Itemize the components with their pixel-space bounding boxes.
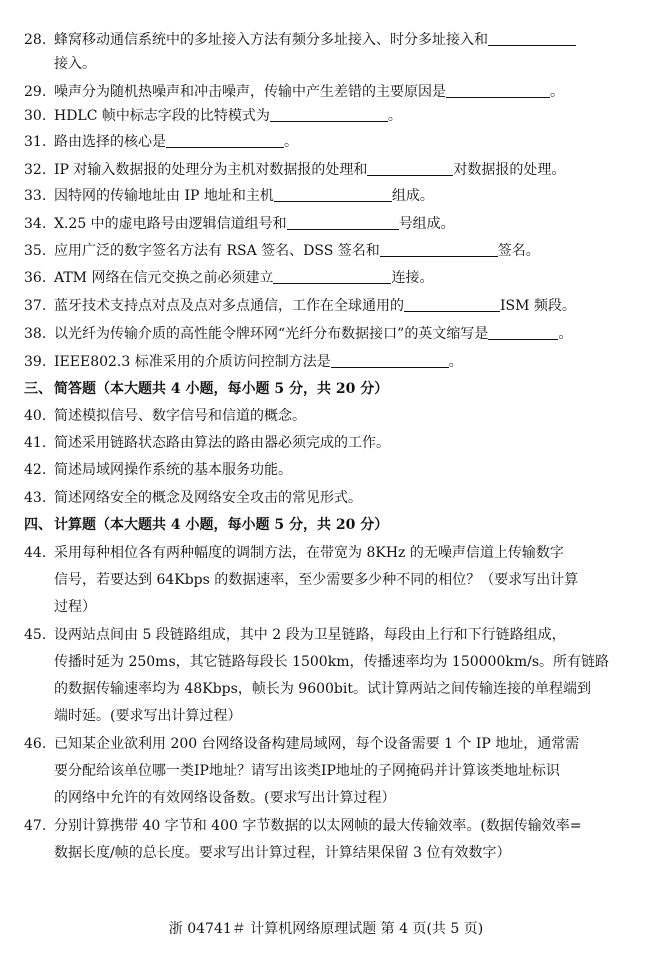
question-text: 简述采用链路状态路由算法的路由器必须完成的工作。 (54, 435, 390, 451)
answer-blank (274, 185, 392, 202)
question-37: 37. 蓝牙技术支持点对点及点对多点通信，工作在全球通用的 ISM 频段。 (0, 294, 652, 318)
question-number: 28. (24, 32, 47, 48)
question-44-line-2 (0, 568, 652, 592)
question-28 (0, 28, 652, 52)
question-number: 43. (24, 490, 47, 506)
question-number: 33. (24, 188, 47, 204)
answer-blank (270, 105, 388, 122)
question-38: 38. 以光纤为传输介质的高性能令牌环网“光纤分布数据接口”的英文缩写是 。 (0, 322, 652, 346)
question-45 (0, 623, 652, 647)
question-text: 路由选择的核心是 (54, 134, 166, 150)
question-45-line-4 (0, 704, 652, 728)
question-number: 31. (24, 134, 47, 150)
question-number: 34. (24, 216, 47, 232)
question-28-continued (0, 52, 652, 76)
question-text-line: 过程） (54, 599, 96, 615)
question-text-line: 的数据传输速率均为 48Kbps，帧长为 9600bit。试计算两站之间传输连接的单程端到 (54, 681, 591, 697)
question-47 (0, 814, 652, 838)
question-47-line-2 (0, 841, 652, 865)
question-number: 41. (24, 435, 47, 451)
question-text: 蓝牙技术支持点对点及点对多点通信，工作在全球通用的 (54, 298, 404, 314)
page-footer: 浙 04741＃ 计算机网络原理试题 第 4 页(共 5 页) (168, 921, 484, 937)
question-number: 46. (24, 736, 47, 752)
question-text-line: 要分配给该单位哪一类IP地址？请写出该类IP地址的子网掩码并计算该类地址标识 (54, 763, 560, 779)
answer-blank (287, 213, 399, 230)
question-number: 40. (24, 408, 47, 424)
question-text-line: 信号，若要达到 64Kbps 的数据速率，至少需要多少种不同的相位？（要求写出计算 (54, 572, 579, 588)
section-description: （本大题共 4 小题，每小题 5 分，共 20 分） (96, 381, 389, 397)
question-text: 接入。 (54, 56, 96, 72)
question-number: 37. (24, 298, 47, 314)
question-44-line-3 (0, 595, 652, 619)
question-text-line: 传播时延为 250ms，其它链路每段长 1500km，传播速率均为 150000km/s。所有链路 (54, 654, 610, 670)
question-text-line: 设两站点间由 5 段链路组成，其中 2 段为卫星链路，每段由上行和下行链路组成， (54, 627, 566, 643)
question-text-line: 数据长度/帧的总长度。要求写出计算过程，计算结果保留 3 位有效数字） (54, 845, 511, 861)
question-40 (0, 404, 652, 428)
question-31: 31. 路由选择的核心是 。 (0, 130, 652, 154)
question-number: 39. (24, 354, 47, 370)
question-text-line: 已知某企业欲利用 200 台网络设备构建局域网，每个设备需要 1 个 IP 地址，通常需 (54, 736, 580, 752)
section-heading-short-answer (0, 377, 652, 401)
section-number: 四、 (24, 517, 52, 533)
question-29: 29. 噪声分为随机热噪声和冲击噪声，传输中产生差错的主要原因是 。 (0, 80, 652, 104)
section-heading-calculation (0, 513, 652, 537)
answer-blank (488, 323, 558, 340)
question-text: 因特网的传输地址由 IP 地址和主机 (54, 188, 274, 204)
question-text: 噪声分为随机热噪声和冲击噪声，传输中产生差错的主要原因是 (54, 84, 446, 100)
question-number: 29. (24, 84, 47, 100)
question-text: 应用广泛的数字签名方法有 RSA 签名、DSS 签名和 (54, 243, 380, 259)
section-title: 简答题 (54, 381, 96, 397)
question-30: 30. HDLC 帧中标志字段的比特模式为 。 (0, 104, 652, 128)
question-text-line: 分别计算携带 40 字节和 400 字节数据的以太网帧的最大传输效率。(数据传输效率= (54, 818, 582, 834)
answer-blank (166, 131, 284, 148)
question-number: 32. (24, 162, 47, 178)
question-45-line-3 (0, 677, 652, 701)
question-36: 36. ATM 网络在信元交换之前必须建立 连接。 (0, 266, 652, 290)
question-41 (0, 431, 652, 455)
question-text: IEEE802.3 标准采用的介质访问控制方法是 (54, 354, 331, 370)
answer-blank (273, 267, 391, 284)
question-39: 39. IEEE802.3 标准采用的介质访问控制方法是 。 (0, 350, 652, 374)
question-text: ATM 网络在信元交换之前必须建立 (54, 270, 274, 286)
question-text: 以光纤为传输介质的高性能令牌环网“光纤分布数据接口”的英文缩写是 (54, 326, 489, 342)
question-43 (0, 486, 652, 510)
question-text-line: 采用每种相位各有两种幅度的调制方法，在带宽为 8KHz 的无噪声信道上传输数字 (54, 545, 564, 561)
question-number: 38. (24, 326, 47, 342)
answer-blank (367, 159, 453, 176)
answer-blank (380, 240, 498, 257)
question-number: 44. (24, 545, 47, 561)
answer-blank (446, 81, 550, 98)
question-number: 35. (24, 243, 47, 259)
question-number: 45. (24, 627, 47, 643)
question-text: X.25 中的虚电路号由逻辑信道组号和 (54, 216, 287, 232)
question-number: 47. (24, 818, 47, 834)
question-44 (0, 541, 652, 565)
section-description: （本大题共 4 小题，每小题 5 分，共 20 分） (96, 517, 389, 533)
question-text: IP 对输入数据报的处理分为主机对数据报的处理和 (54, 162, 368, 178)
question-34: 34. X.25 中的虚电路号由逻辑信道组号和 号组成。 (0, 212, 652, 236)
question-text-line: 的网络中允许的有效网络设备数。(要求写出计算过程） (54, 790, 396, 806)
question-46 (0, 732, 652, 756)
section-number: 三、 (24, 381, 52, 397)
question-text: HDLC 帧中标志字段的比特模式为 (54, 108, 270, 124)
question-text: 简述局域网操作系统的基本服务功能。 (54, 462, 292, 478)
question-46-line-2 (0, 759, 652, 783)
question-text-line: 端时延。(要求写出计算过程） (54, 708, 242, 724)
question-45-line-2 (0, 650, 652, 674)
question-number: 30. (24, 108, 47, 124)
answer-blank (488, 29, 576, 46)
question-number: 42. (24, 462, 47, 478)
question-number: 36. (24, 270, 47, 286)
question-42 (0, 458, 652, 482)
section-title: 计算题 (54, 517, 96, 533)
question-35: 35. 应用广泛的数字签名方法有 RSA 签名、DSS 签名和 签名。 (0, 239, 652, 263)
question-32: 32. IP 对输入数据报的处理分为主机对数据报的处理和 对数据报的处理。 (0, 158, 652, 182)
question-text: 蜂窝移动通信系统中的多址接入方法有频分多址接入、时分多址接入和 (54, 32, 488, 48)
question-46-line-3 (0, 786, 652, 810)
question-33: 33. 因特网的传输地址由 IP 地址和主机 组成。 (0, 184, 652, 208)
question-text: 简述模拟信号、数字信号和信道的概念。 (54, 408, 306, 424)
answer-blank (331, 351, 449, 368)
question-text: 简述网络安全的概念及网络安全攻击的常见形式。 (54, 490, 362, 506)
answer-blank (404, 295, 500, 312)
